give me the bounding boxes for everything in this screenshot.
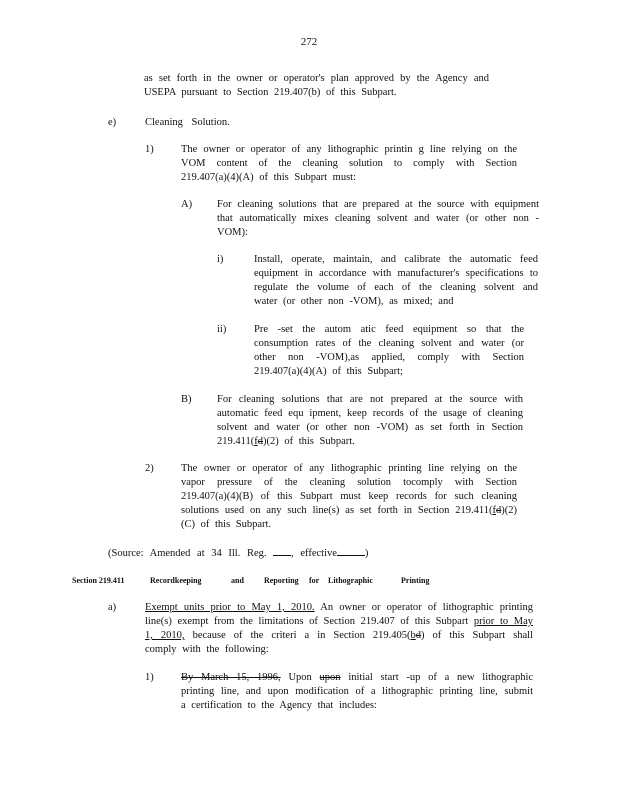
section-heading-word: for [309,576,320,585]
blank-line [273,545,291,556]
item-e1-label: 1) [145,144,154,155]
item-B-label: B) [181,394,192,405]
deleted-text: By March 15, 1996, [181,672,281,683]
item-a-label: a) [108,602,117,613]
section-heading-word: Printing [401,576,430,585]
inserted-text: f [492,505,496,516]
section-heading-word: Lithographic [328,576,373,585]
deleted-text: d [257,436,263,447]
deleted-text: upon [319,672,341,683]
item-e-title: Cleaning Solution. [145,117,230,128]
section-heading-word: Reporting [264,576,299,585]
blank-line [337,545,365,556]
item-e2-text: The owner or operator of any lithographic printing line relying on the vapor pressure of the cleaning solution tocomply with Section 219.407(a)(4)(B) of this Subpart must keep records for such cleaning solutions used on any such line(s) as set forth in Section 219.411(fd)(2)(C) of this Subpart. [181,463,517,530]
item-e-label: e) [108,117,117,128]
section-heading-word: and [231,576,244,585]
inserted-text: prior to May 1, 2010, [145,616,533,641]
item-B-text: For cleaning solutions that are not prepared at the source with automatic feed equ ipment, keep records of the usage of cleaning solvent and water (or other non -VOM) as set forth in Section 219.411(fd)(2) of this Subpart. [217,394,523,447]
page-number: 272 [300,36,318,48]
item-e2-label: 2) [145,463,154,474]
section-heading-number: Section 219.411 [72,576,125,585]
item-a1-label: 1) [145,672,154,683]
item-Ai-label: i) [217,254,224,265]
deleted-text: d [415,630,422,641]
deleted-text: d [496,505,502,516]
item-a-text: Exempt units prior to May 1, 2010. An owner or operator of lithographic printing line(s) exempt from the limitations of Section 219.407 of this Subpart prior to May 1, 2010, because of the criteri a in Section 219.405(bd) of this Subpart shall comply with the following: [145,602,534,655]
item-Aii-label: ii) [217,324,227,335]
inserted-text: Exempt units prior to May 1, 2010. [145,602,315,613]
continued-paragraph: as set forth in the owner or operator's plan approved by the Agency and USEPA pursuant to Section 219.407(b) of this Subpart. [144,73,489,98]
source-note: (Source: Amended at 34 Ill. Reg. , effective ) [108,545,368,561]
item-e1-text: The owner or operator of any lithographic printin g line relying on the VOM content of the cleaning solution to comply with Section 219.407(a)(4)(A) of this Subpart must: [181,144,517,183]
item-a1-text: By March 15, 1996, Upon upon initial start -up of a new lithographic printing line, and upon modification of a lithographic printing line, submit a certification to the Agency that includes: [181,672,534,711]
section-heading-word: Recordkeeping [150,576,202,585]
item-Aii-text: Pre -set the autom atic feed equipment so that the consumption rates of the cleaning solvent and water (or other non -VOM),as applied, comply with Section 219.407(a)(4)(A) of this Subpart; [254,324,524,377]
item-Ai-text: Install, operate, maintain, and calibrate the automatic feed equipment in accordance with manufacturer's specifications to regulate the volume of each of the cleaning solvent and water (or other non -VOM), as mixed; and [254,254,538,307]
inserted-text: f [254,436,258,447]
inserted-text: b [410,630,416,641]
item-A-label: A) [181,199,193,210]
item-A-text: For cleaning solutions that are prepared at the source with equipment that automatically mixes cleaning solvent and water (or other non -VOM): [217,199,539,238]
